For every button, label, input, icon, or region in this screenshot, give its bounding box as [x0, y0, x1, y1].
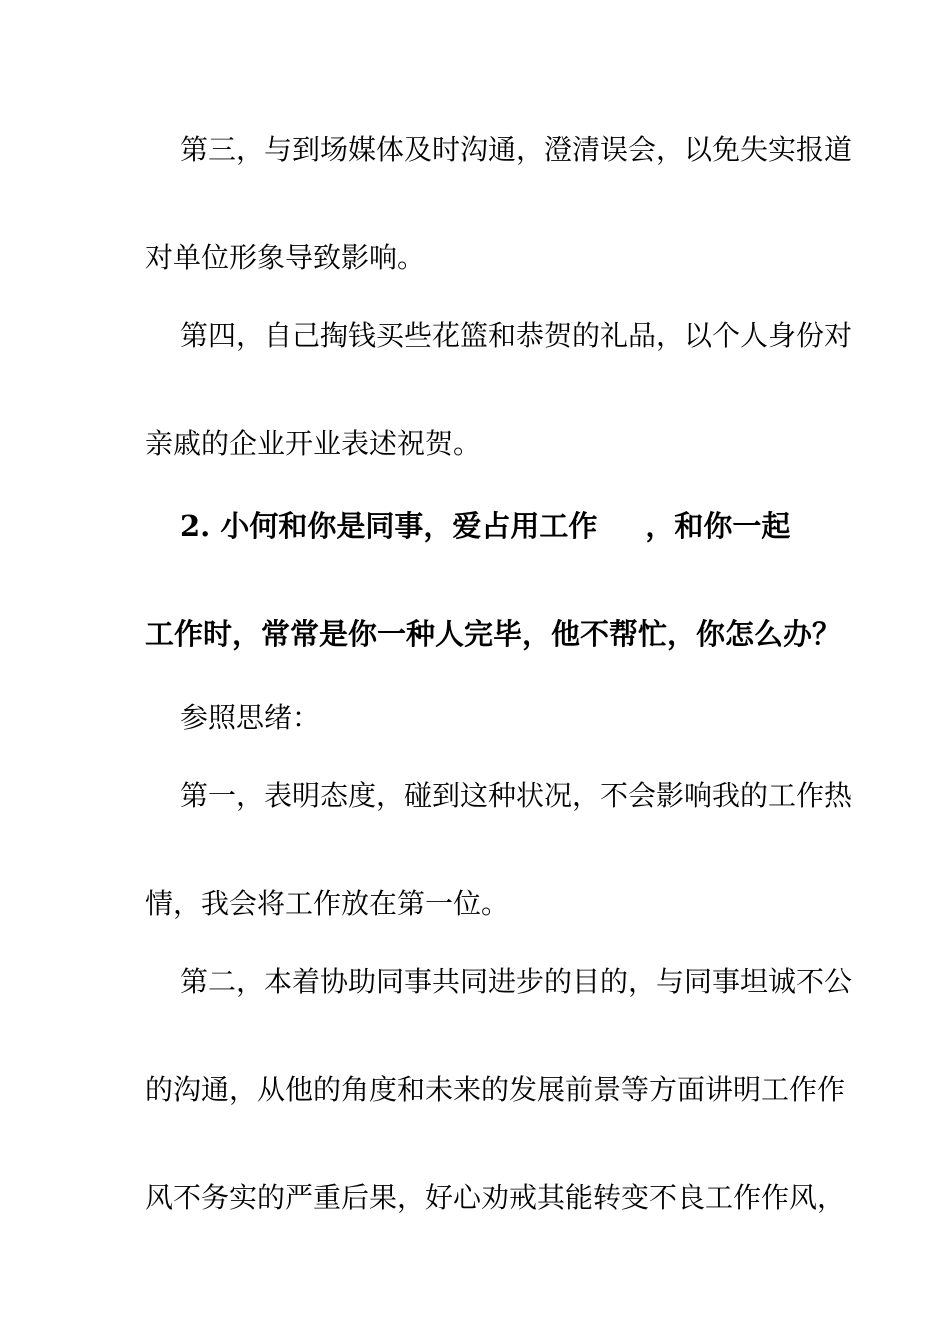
question-heading-line — [180, 508, 790, 544]
reference-label: 参照思绪： — [180, 701, 321, 734]
question-heading-line: 工作时，常常是你一种人完毕，他不帮忙，你怎么办？ — [145, 617, 842, 651]
paragraph-line: 风不务实的严重后果，好心劝戒其能转变不良工作作风， — [145, 1181, 846, 1214]
paragraph-line: 情，我会将工作放在第一位。 — [145, 887, 510, 920]
paragraph-line: 第一，表明态度，碰到这种状况，不会影响我的工作热 — [180, 779, 853, 812]
paragraph-line: 的沟通，从他的角度和未来的发展前景等方面讲明工作作 — [145, 1073, 846, 1106]
question-heading-part: ，和你一起 — [645, 509, 791, 543]
paragraph-line: 第三，与到场媒体及时沟通，澄清误会，以免失实报道 — [180, 133, 853, 166]
paragraph-line: 对单位形象导致影响。 — [145, 241, 426, 274]
paragraph-line: 第二，本着协助同事共同进步的目的，与同事坦诚不公 — [180, 965, 853, 998]
paragraph-line: 亲戚的企业开业表述祝贺。 — [145, 427, 482, 460]
question-heading-part: 2. 小何和你是同事，爱占用工作 — [180, 509, 598, 543]
paragraph-line: 第四，自己掏钱买些花篮和恭贺的礼品，以个人身份对 — [180, 319, 853, 352]
